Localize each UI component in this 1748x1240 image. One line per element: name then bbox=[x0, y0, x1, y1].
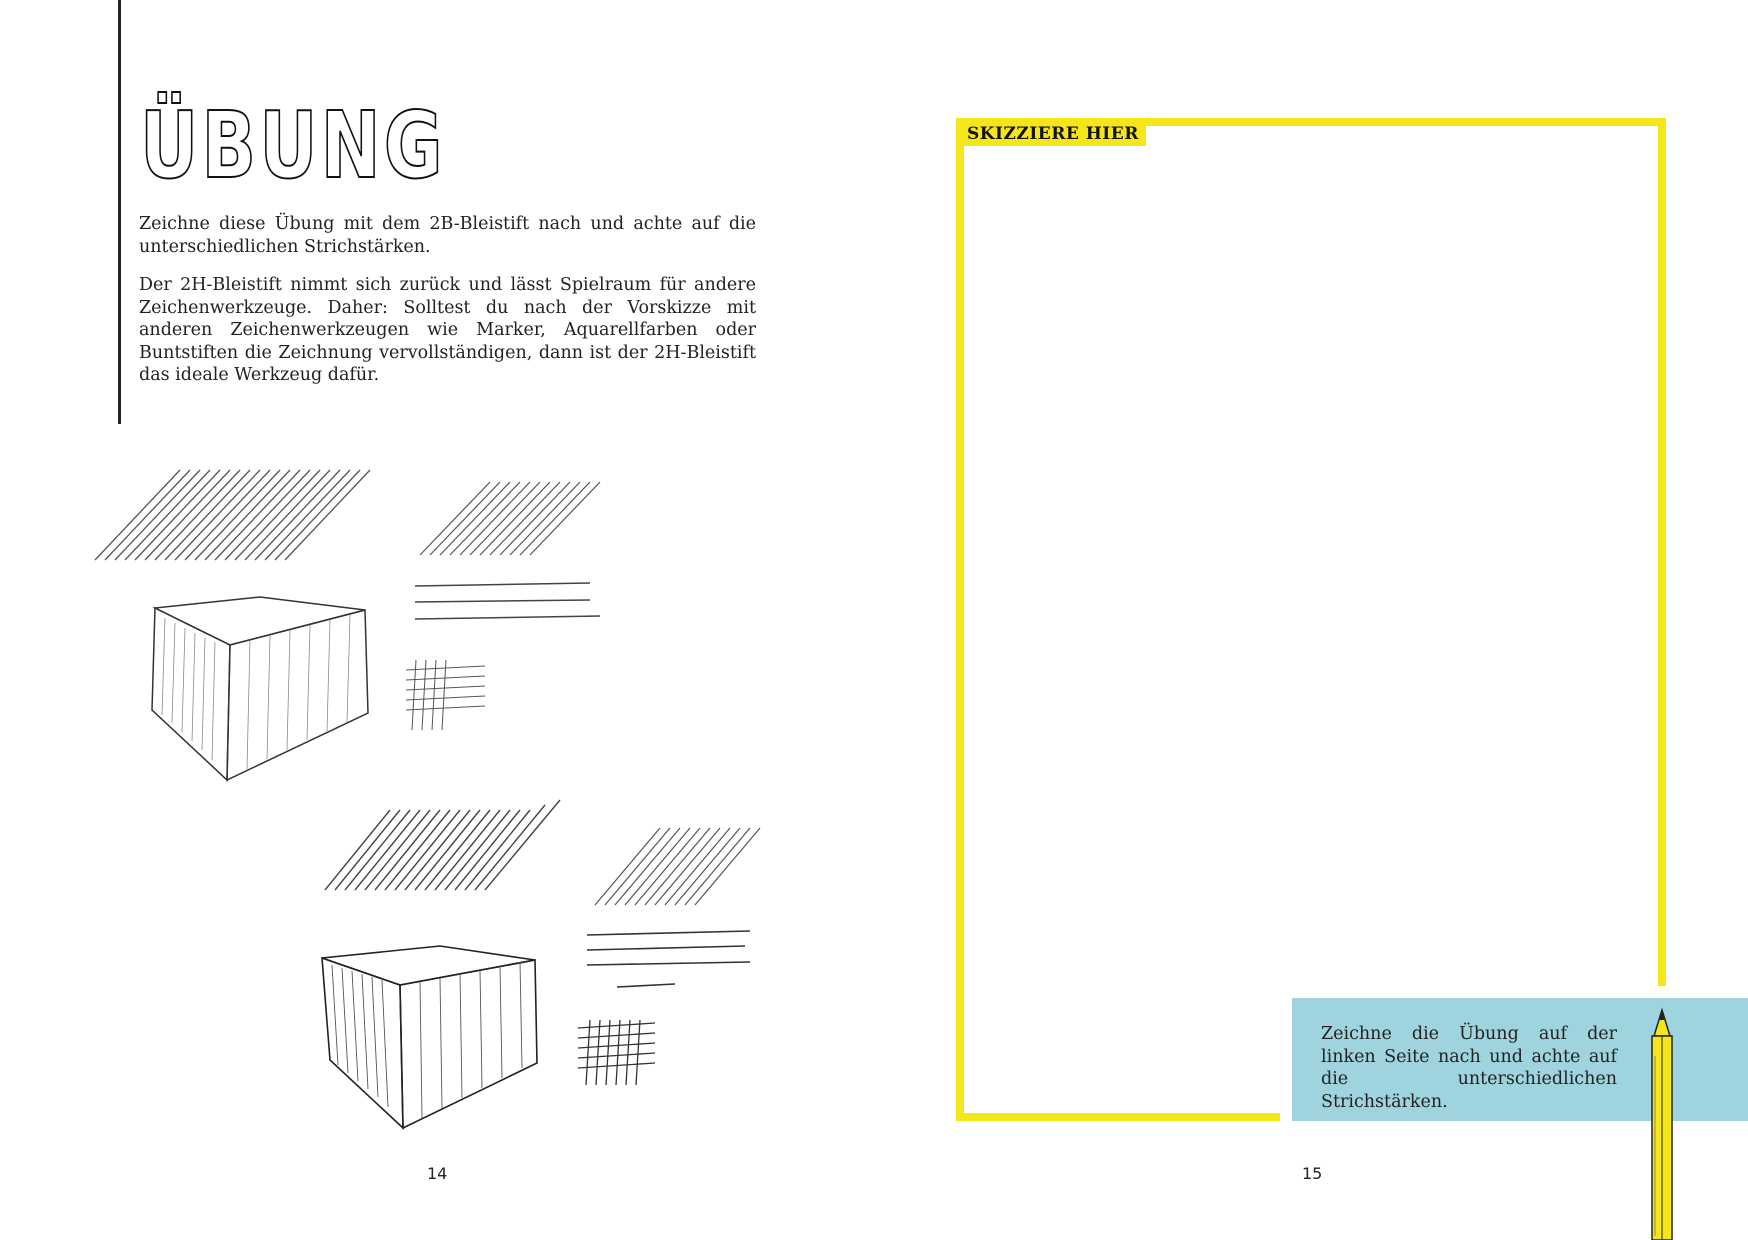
vertical-rule bbox=[118, 0, 121, 424]
instruction-paragraph-1: Zeichne diese Übung mit dem 2B-Bleistift nach und achte auf die unterschiedlichen Strichstärken. bbox=[139, 214, 756, 257]
page-number-left: 14 bbox=[427, 1164, 448, 1183]
page-number-right: 15 bbox=[1302, 1164, 1323, 1183]
hatching-top-left bbox=[95, 470, 370, 560]
sketch-frame-bottom bbox=[956, 1113, 1280, 1121]
lines-bottom bbox=[587, 931, 750, 987]
sketch-frame-right bbox=[1658, 118, 1666, 986]
cube-bottom-shading bbox=[332, 962, 522, 1118]
hatching-bottom-left bbox=[325, 800, 560, 890]
instruction-paragraph-2: Der 2H-Bleistift nimmt sich zurück und lässt Spielraum für andere Zeichenwerkzeuge. Daher: Solltest du nach der Vorskizze mit anderen Zeichenwerkzeugen wie Marker, Aquarellfarben oder Buntstiften die Zeichnung vervollständigen, dann ist der 2H-Bleistift das ideale Werkzeug dafür. bbox=[139, 275, 756, 385]
pencil-sketch-exercises bbox=[90, 460, 830, 1140]
hatching-top-right bbox=[420, 482, 600, 555]
lines-top bbox=[415, 583, 600, 619]
sketch-frame-left bbox=[956, 118, 964, 1121]
cube-top bbox=[152, 597, 368, 780]
hatching-bottom-right bbox=[595, 828, 760, 905]
crosshatch-top bbox=[406, 660, 485, 730]
sketch-area-label: SKIZZIERE HIER bbox=[958, 122, 1146, 146]
crosshatch-bottom bbox=[578, 1020, 655, 1085]
cube-bottom bbox=[322, 946, 537, 1128]
page-title: ÜBUNG bbox=[140, 92, 446, 199]
pencil-icon bbox=[1640, 1006, 1684, 1240]
note-text: Zeichne die Übung auf der linken Seite nach und achte auf die unterschiedlichen Strichstärken. bbox=[1321, 1024, 1617, 1112]
